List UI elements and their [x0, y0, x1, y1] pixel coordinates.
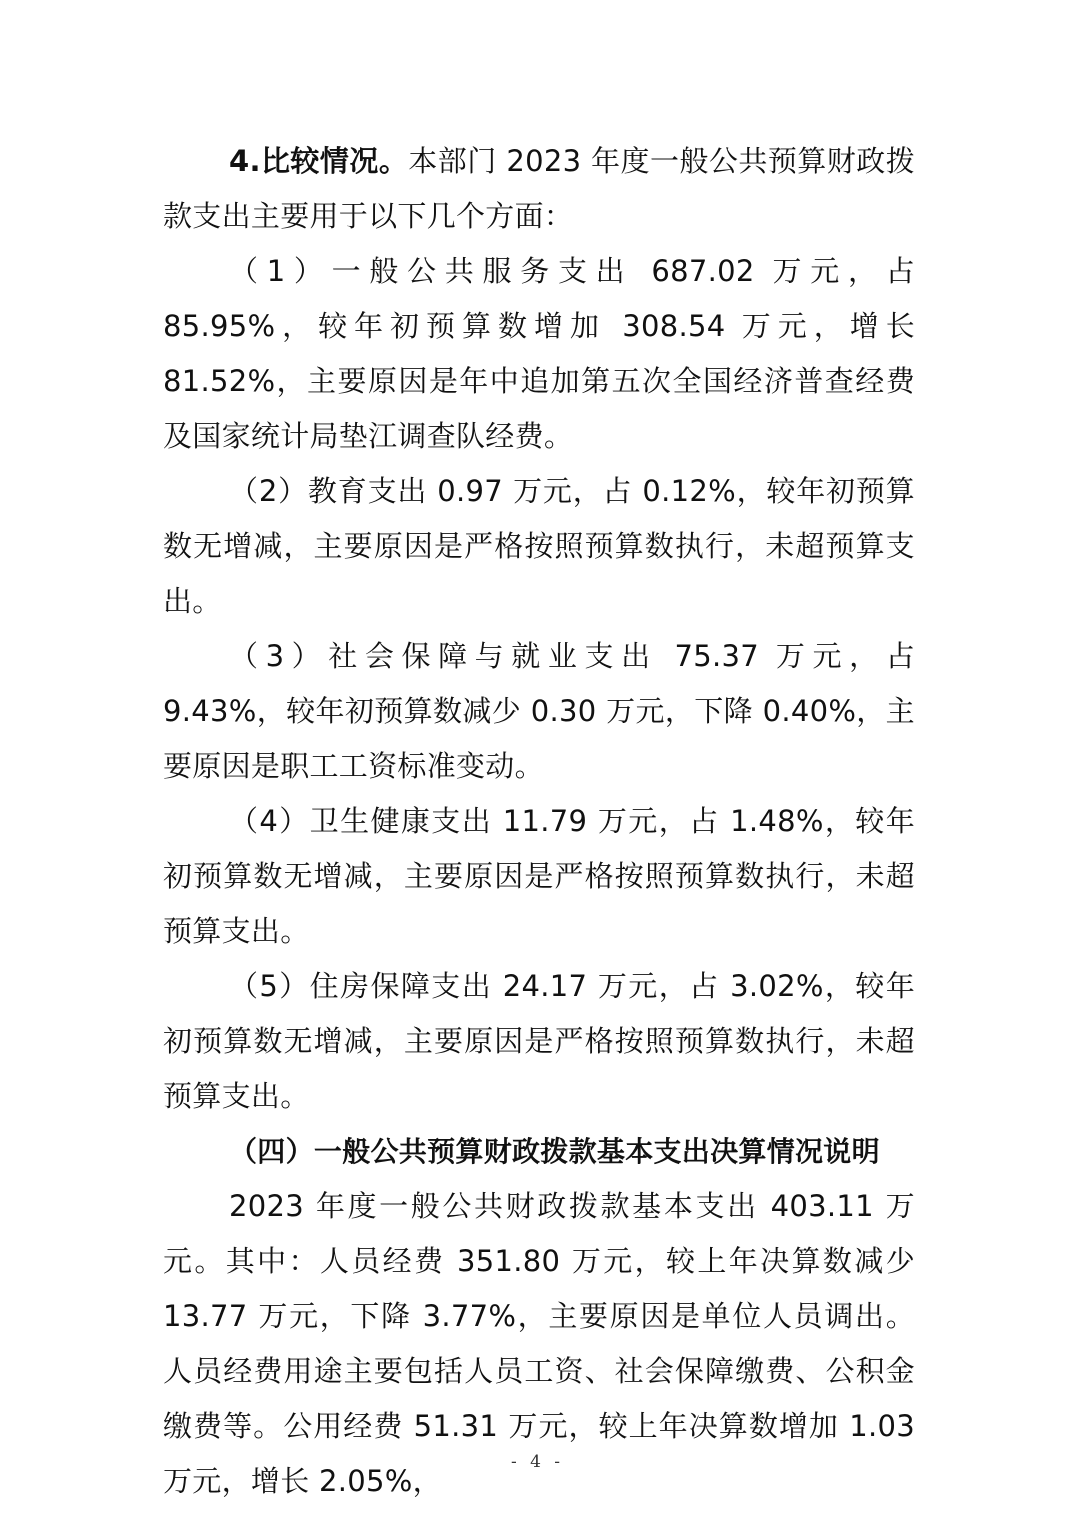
page-number: - 4 - [510, 1452, 565, 1472]
paragraph-housing [163, 959, 915, 1124]
paragraph-education [163, 464, 915, 629]
paragraph-text: （4）卫生健康支出 11.79 万元，占 1.48%，较年初预算数无增减，主要原因是严格按照预算数执行，未超预算支出。 [163, 804, 915, 948]
paragraph-social-security [163, 629, 915, 794]
paragraph-general-public-services [163, 244, 915, 464]
paragraph-health [163, 794, 915, 959]
paragraph-text: 2023 年度一般公共财政拨款基本支出 403.11 万元。其中：人员经费 351.80 万元，较上年决算数减少 13.77 万元，下降 3.77%，主要原因是单位人员调出。人员经费用途主要包括人员工资、社会保障缴费、公积金缴费等。公用经费 51.31 万元，较上年决算数增加 1.03 万元，增长 2.05%， [163, 1189, 915, 1498]
paragraph-comparison-intro [163, 134, 915, 244]
paragraph-text: （5）住房保障支出 24.17 万元，占 3.02%，较年初预算数无增减，主要原因是严格按照预算数执行，未超预算支出。 [163, 969, 915, 1113]
document-body [163, 134, 915, 1509]
paragraph-text: 本部门 2023 年度一般公共预算财政拨款支出主要用于以下几个方面： [163, 144, 916, 233]
paragraph-text: （3）社会保障与就业支出 75.37 万元，占 9.43%，较年初预算数减少 0.30 万元，下降 0.40%，主要原因是职工工资标准变动。 [163, 639, 915, 783]
paragraph-text: （2）教育支出 0.97 万元，占 0.12%，较年初预算数无增减，主要原因是严格按照预算数执行，未超预算支出。 [163, 474, 915, 618]
section-heading: （四）一般公共预算财政拨款基本支出决算情况说明 [229, 1135, 880, 1168]
section-lead: 4.比较情况。 [229, 144, 409, 178]
paragraph-text: （1）一般公共服务支出 687.02 万元，占 85.95%，较年初预算数增加 308.54 万元，增长 81.52%，主要原因是年中追加第五次全国经济普查经费及国家统计局垫江调查队经费。 [163, 254, 915, 453]
